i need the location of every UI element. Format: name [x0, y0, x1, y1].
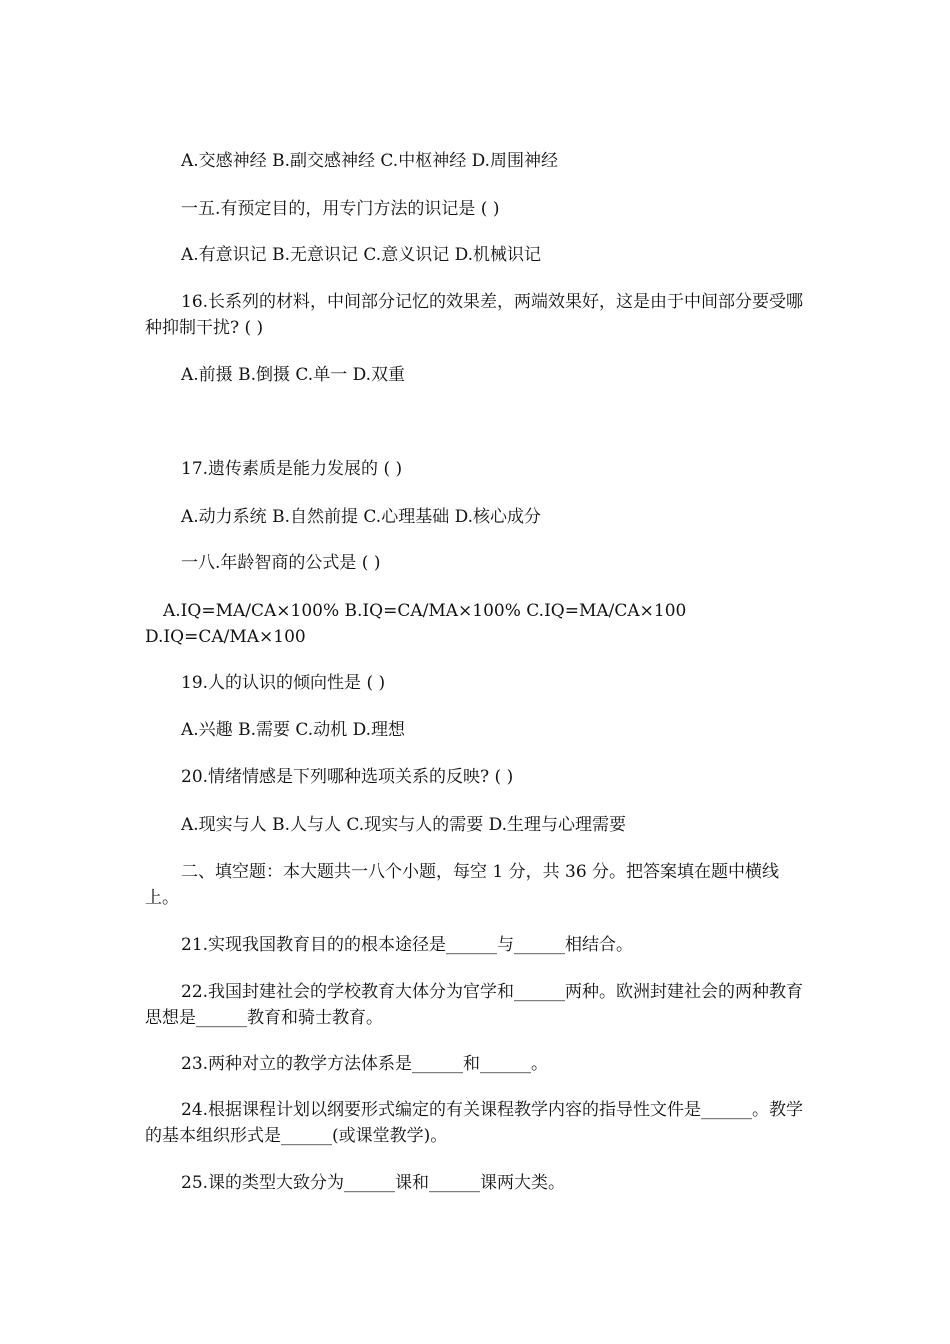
- q18-options-line2: D.IQ=CA/MA×100: [145, 627, 306, 647]
- q22-question: 22.我国封建社会的学校教育大体分为官学和______两种。欧洲封建社会的两种教育思想是______教育和骑士教育。: [145, 982, 804, 1028]
- q14-options: A.交感神经 B.副交感神经 C.中枢神经 D.周围神经: [181, 151, 559, 171]
- q17-question: 17.遗传素质是能力发展的 ( ): [181, 459, 403, 479]
- q20-options: A.现实与人 B.人与人 C.现实与人的需要 D.生理与心理需要: [181, 815, 627, 835]
- q24-question: 24.根据课程计划以纲要形式编定的有关课程教学内容的指导性文件是______。教学的基本组织形式是______(或课堂教学)。: [145, 1100, 804, 1146]
- q25-question: 25.课的类型大致分为______课和______课两大类。: [181, 1173, 566, 1193]
- q20-question: 20.情绪情感是下列哪种选项关系的反映? ( ): [181, 767, 514, 787]
- q15-options: A.有意识记 B.无意识记 C.意义识记 D.机械识记: [181, 245, 542, 265]
- q18-question: 一八.年龄智商的公式是 ( ): [181, 553, 381, 573]
- q21-question: 21.实现我国教育目的的根本途径是______与______相结合。: [181, 935, 634, 955]
- q16-options: A.前摄 B.倒摄 C.单一 D.双重: [181, 365, 406, 385]
- q16-question: 16.长系列的材料，中间部分记忆的效果差，两端效果好，这是由于中间部分要受哪种抑制干扰? ( ): [145, 292, 804, 338]
- q19-options: A.兴趣 B.需要 C.动机 D.理想: [181, 720, 406, 740]
- q17-options: A.动力系统 B.自然前提 C.心理基础 D.核心成分: [181, 507, 542, 527]
- q18-options-line1: A.IQ=MA/CA×100% B.IQ=CA/MA×100% C.IQ=MA/CA×100: [163, 601, 687, 621]
- q23-question: 23.两种对立的教学方法体系是______和______。: [181, 1054, 549, 1074]
- q19-question: 19.人的认识的倾向性是 ( ): [181, 673, 386, 693]
- q15-question: 一五.有预定目的，用专门方法的识记是 ( ): [181, 199, 500, 219]
- section-fill-in-heading: 二、填空题：本大题共一八个小题，每空 1 分，共 36 分。把答案填在题中横线上。: [145, 862, 780, 908]
